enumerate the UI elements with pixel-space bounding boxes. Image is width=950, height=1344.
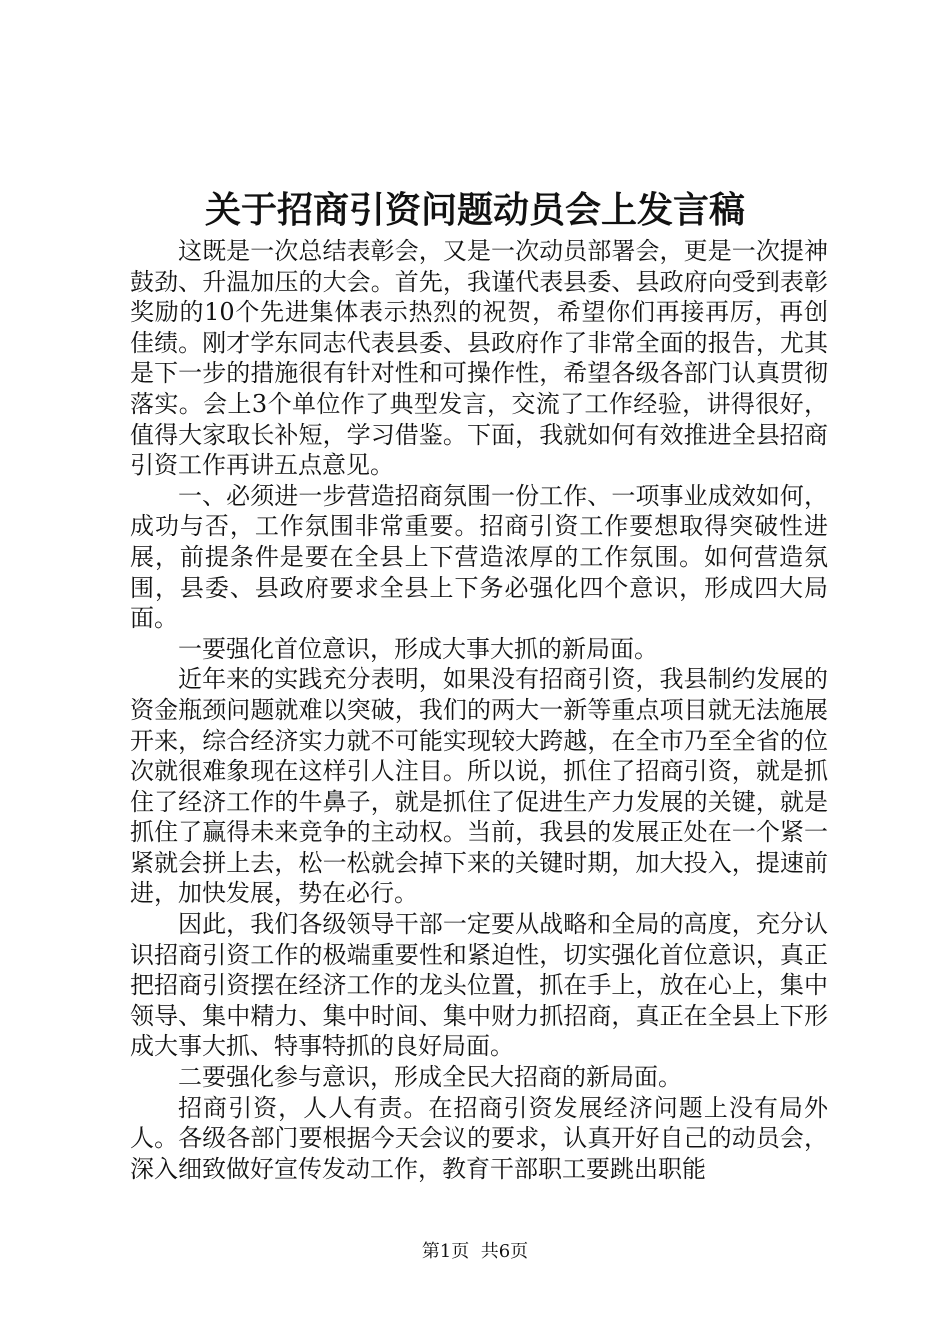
document-body [130, 236, 828, 1184]
paragraph-subheading-second: 二要强化参与意识，形成全民大招商的新局面。 [178, 1063, 682, 1092]
paragraph-therefore: 因此，我们各级领导干部一定要从战略和全局的高度，充分认识招商引资工作的极端重要性和紧迫性，切实强化首位意识，真正把招商引资摆在经济工作的龙头位置，抓在手上，放在心上，集中领导、集中精力、集中时间、集中财力抓招商，真正在全县上下形成大事大抓、特事特抓的良好局面。 [130, 910, 828, 1061]
paragraph-intro: 这既是一次总结表彰会，又是一次动员部署会，更是一次提神鼓劲、升温加压的大会。首先，我谨代表县委、县政府向受到表彰奖励的10个先进集体表示热烈的祝贺，希望你们再接再厉，再创佳绩。刚才学东同志代表县委、县政府作了非常全面的报告，尤其是下一步的措施很有针对性和可操作性，希望各级各部门认真贯彻落实。会上3个单位作了典型发言，交流了工作经验，讲得很好，值得大家取长补短，学习借鉴。下面，我就如何有效推进全县招商引资工作再讲五点意见。 [130, 237, 828, 480]
paragraph-subheading-first: 一要强化首位意识，形成大事大抓的新局面。 [178, 634, 658, 663]
page-number-footer: 第1页 共6页 [421, 1241, 529, 1262]
paragraph-practice: 近年来的实践充分表明，如果没有招商引资，我县制约发展的资金瓶颈问题就难以突破，我们的两大一新等重点项目就无法施展开来，综合经济实力就不可能实现较大跨越，在全市乃至全省的位次就很难象现在这样引人注目。所以说，抓住了招商引资，就是抓住了经济工作的牛鼻子，就是抓住了促进生产力发展的关键，就是抓住了赢得未来竞争的主动权。当前，我县的发展正处在一个紧一紧就会拼上去，松一松就会掉下来的关键时期，加大投入，提速前进，加快发展，势在必行。 [130, 665, 828, 908]
document-title: 关于招商引资问题动员会上发言稿 [204, 189, 745, 231]
paragraph-section-one: 一、必须进一步营造招商氛围一份工作、一项事业成效如何，成功与否，工作氛围非常重要。招商引资工作要想取得突破性进展，前提条件是要在全县上下营造浓厚的工作氛围。如何营造氛围，县委、县政府要求全县上下务必强化四个意识，形成四大局面。 [130, 481, 828, 633]
paragraph-responsibility: 招商引资，人人有责。在招商引资发展经济问题上没有局外人。各级各部门要根据今天会议的要求，认真开好自己的动员会，深入细致做好宣传发动工作，教育干部职工要跳出职能 [130, 1093, 828, 1183]
